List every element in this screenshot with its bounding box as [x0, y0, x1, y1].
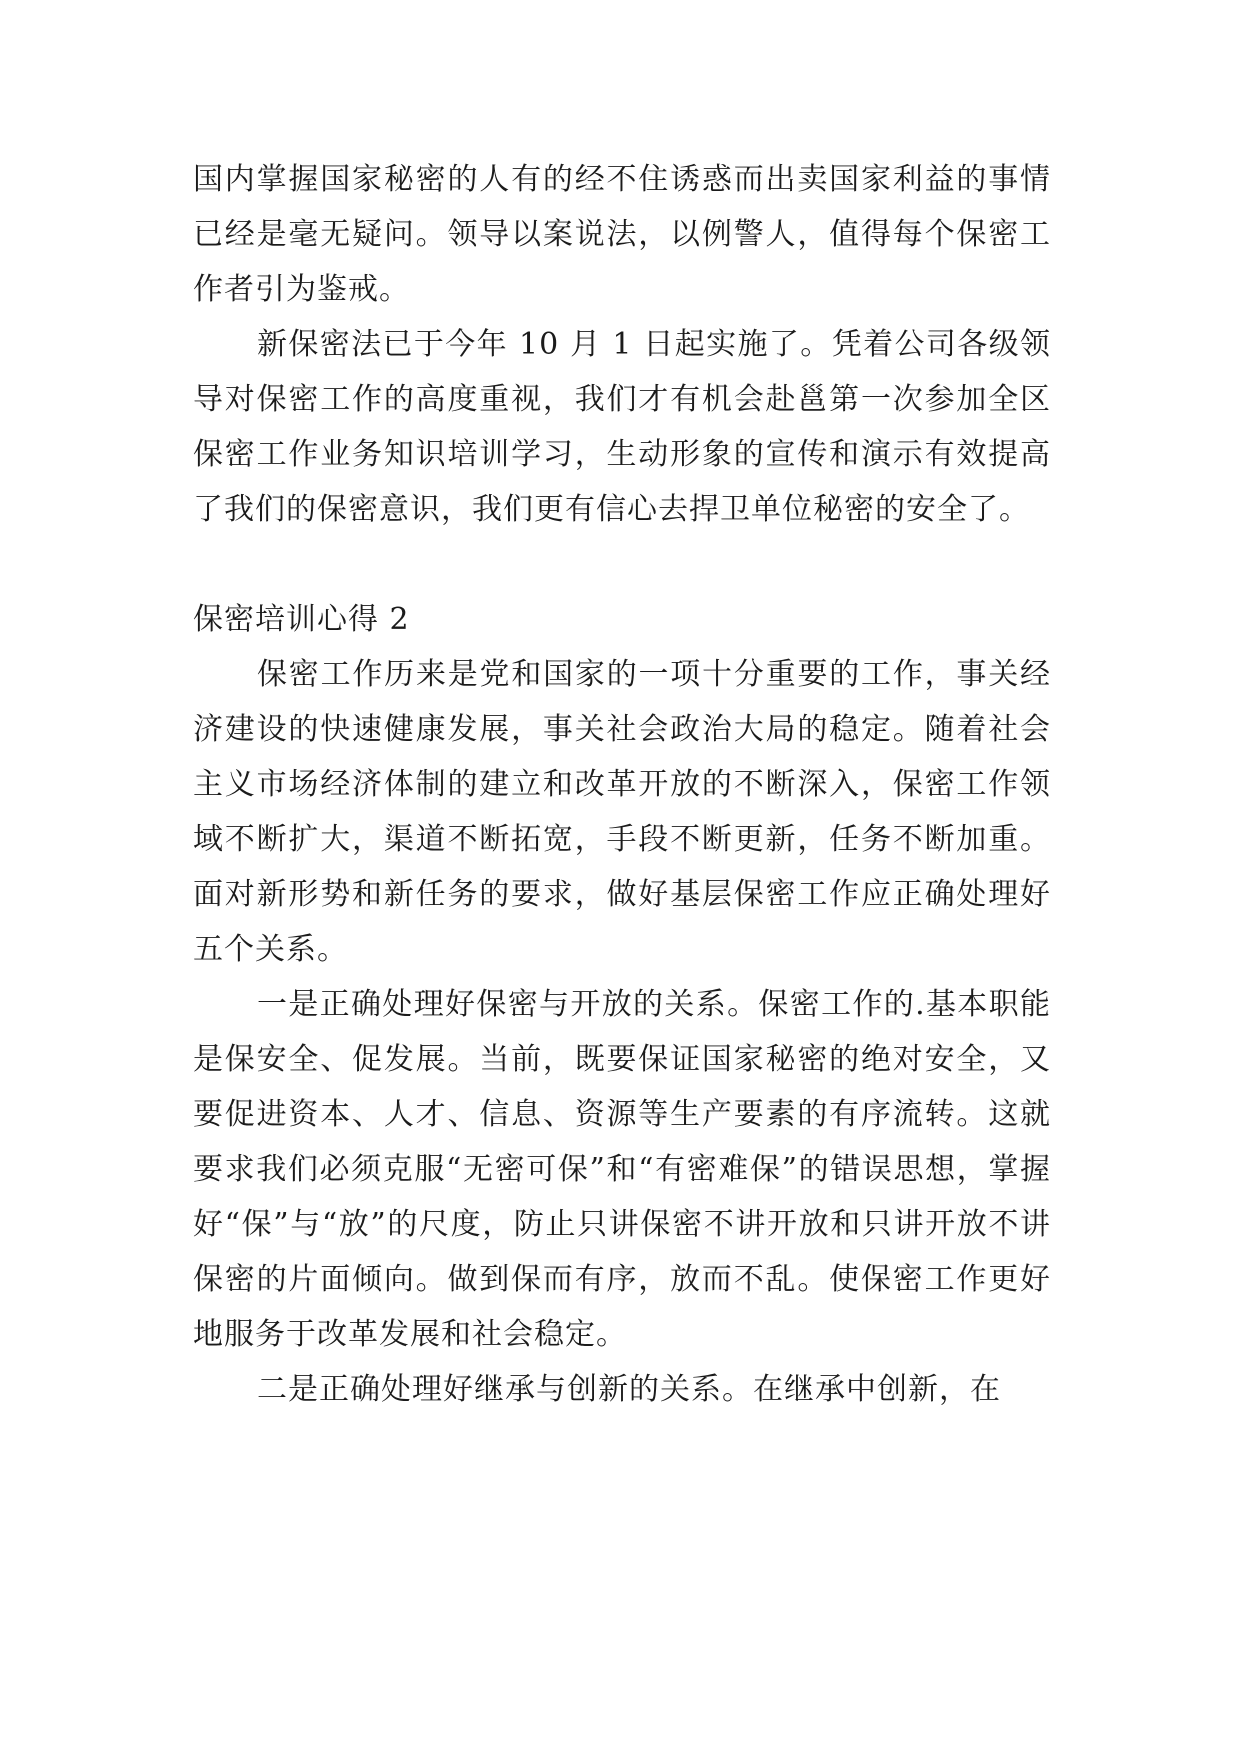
paragraph-continuation: 国内掌握国家秘密的人有的经不住诱惑而出卖国家利益的事情已经是毫无疑问。领导以案说法，以例警人，值得每个保密工作者引为鉴戒。 [193, 162, 1051, 307]
section-spacer [193, 537, 1051, 592]
paragraph-point-one: 一是正确处理好保密与开放的关系。保密工作的.基本职能是保安全、促发展。当前，既要保证国家秘密的绝对安全，又要促进资本、人才、信息、资源等生产要素的有序流转。这就要求我们必须克服“无密可保”和“有密难保”的错误思想，掌握好“保”与“放”的尺度，防止只讲保密不讲开放和只讲开放不讲保密的片面倾向。做到保而有序，放而不乱。使保密工作更好地服务于改革发展和社会稳定。 [193, 987, 1051, 1352]
paragraph-intro: 保密工作历来是党和国家的一项十分重要的工作，事关经济建设的快速健康发展，事关社会政治大局的稳定。随着社会主义市场经济体制的建立和改革开放的不断深入，保密工作领域不断扩大，渠道不断拓宽，手段不断更新，任务不断加重。面对新形势和新任务的要求，做好基层保密工作应正确处理好五个关系。 [193, 657, 1051, 967]
paragraph-new-law: 新保密法已于今年 10 月 1 日起实施了。凭着公司各级领导对保密工作的高度重视，我们才有机会赴邕第一次参加全区保密工作业务知识培训学习，生动形象的宣传和演示有效提高了我们的保密意识，我们更有信心去捍卫单位秘密的安全了。 [193, 327, 1051, 527]
paragraph-point-two: 二是正确处理好继承与创新的关系。在继承中创新，在 [257, 1372, 1001, 1407]
section-heading: 保密培训心得 2 [193, 602, 410, 637]
document-body [193, 152, 1051, 1417]
